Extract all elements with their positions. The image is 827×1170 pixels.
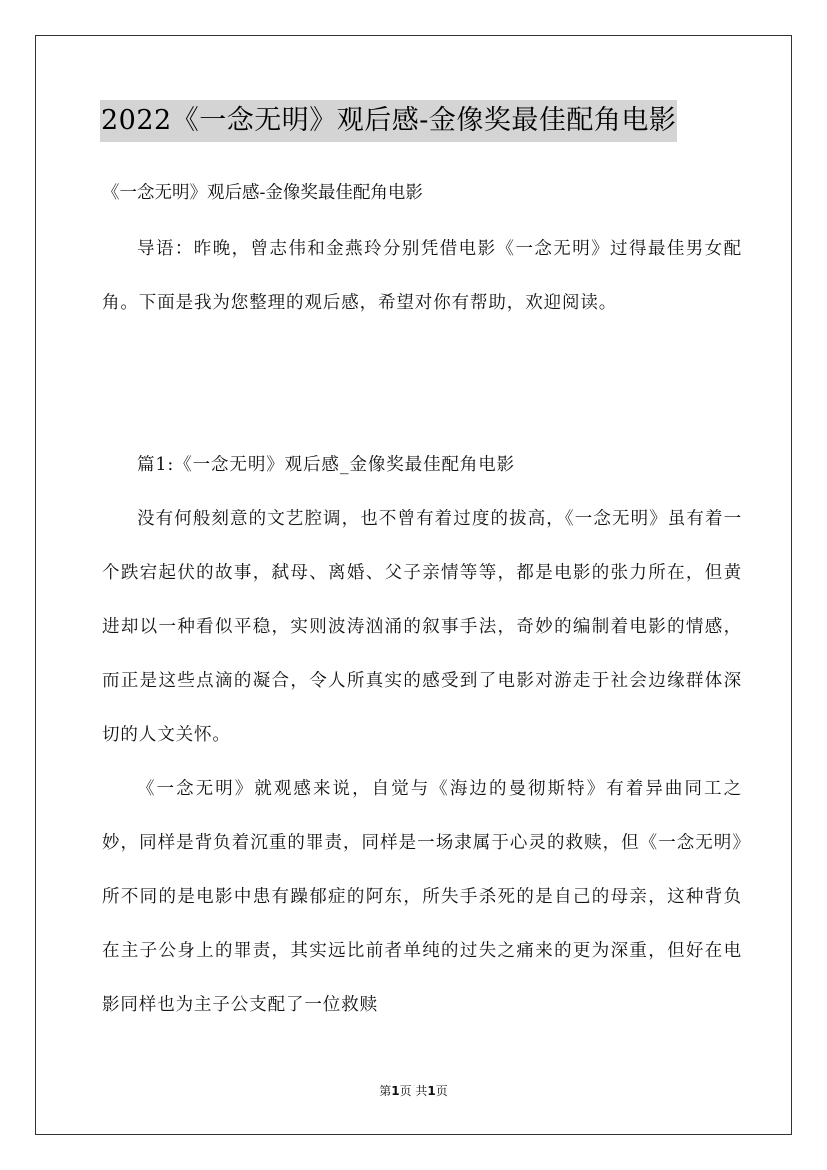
footer-page-number: 1 [391,1084,400,1098]
footer-suffix: 页 [435,1084,448,1098]
footer-mid: 页 共 [399,1084,428,1098]
footer-page-total: 1 [427,1084,436,1098]
body-paragraph-2: 《一念无明》就观感来说，自觉与《海边的曼彻斯特》有着异曲同工之妙，同样是背负着沉重的罪责，同样是一场隶属于心灵的救赎，但《一念无明》所不同的是电影中患有躁郁症的阿东，所失手杀死的是自己的母亲，这种背负在主子公身上的罪责，其实远比前者单纯的过失之痛来的更为深重，但好在电影同样也为主子公支配了一位救赎 [102,779,742,1015]
intro-paragraph: 导语：昨晚，曾志伟和金燕玲分别凭借电影《一念无明》过得最佳男女配角。下面是我为您整理的观后感，希望对你有帮助，欢迎阅读。 [102,239,742,313]
document-title: 2022《一念无明》观后感-金像奖最佳配角电影 [100,100,677,142]
section-heading: 篇1:《一念无明》观后感_金像奖最佳配角电影 [137,455,516,475]
page-footer [0,1082,827,1099]
document-subtitle: 《一念无明》观后感-金像奖最佳配角电影 [102,183,423,203]
footer-prefix: 第 [379,1084,392,1098]
body-paragraph-1: 没有何般刻意的文艺腔调，也不曾有着过度的拔高，《一念无明》虽有着一个跌宕起伏的故事，弑母、离婚、父子亲情等等，都是电影的张力所在，但黄进却以一种看似平稳，实则波涛汹涌的叙事手法，奇妙的编制着电影的情感，而正是这些点滴的凝合，令人所真实的感受到了电影对游走于社会边缘群体深切的人文关怀。 [102,509,742,745]
